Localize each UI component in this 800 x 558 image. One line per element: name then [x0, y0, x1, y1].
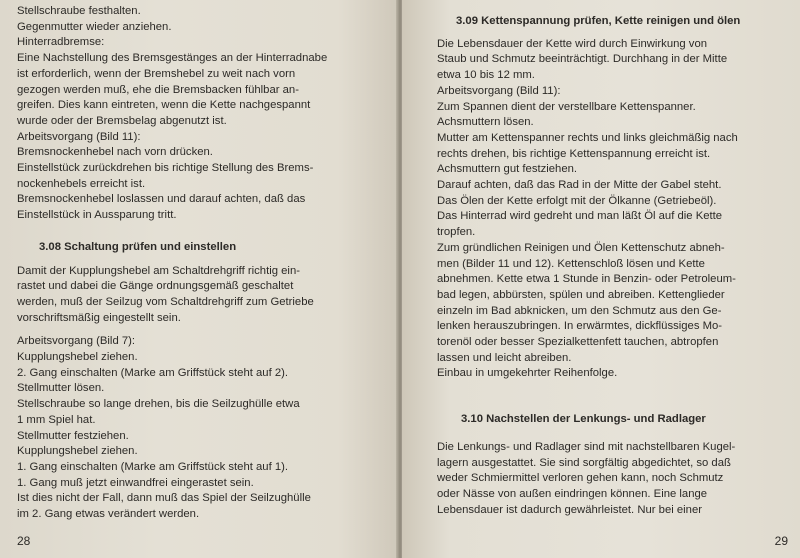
left-top-text: [17, 4, 380, 224]
text-line: nockenhebels erreicht ist.: [17, 177, 146, 190]
text-line: Zum gründlichen Reinigen und Ölen Kettenschutz abneh-: [437, 241, 725, 254]
text-line: Kupplungshebel ziehen.: [17, 351, 138, 364]
text-line: Darauf achten, daß das Rad in der Mitte der Gabel steht.: [437, 179, 722, 192]
text-line: Stellschraube festhalten.: [17, 5, 141, 17]
text-line: Arbeitsvorgang (Bild 7):: [17, 335, 136, 348]
text-line: im 2. Gang etwas verändert werden.: [17, 508, 200, 521]
text-line: 2. Gang einschalten (Marke am Griffstück steht auf 2).: [17, 366, 289, 379]
text-line: Das Hinterrad wird gedreht und man läßt Öl auf die Kette: [437, 210, 723, 223]
text-line: lenken herauszubringen. In erwärmtes, dickflüssiges Mo-: [437, 320, 723, 333]
text-line: 1 mm Spiel hat.: [17, 413, 96, 426]
text-line: vorschriftsmäßig eingestellt sein.: [17, 311, 181, 324]
text-line: Stellmutter festziehen.: [17, 429, 129, 442]
left-page: [0, 0, 398, 558]
text-line: tropfen.: [437, 226, 476, 239]
text-line: weder Schmiermittel verloren gehen kann, noch Schmutz: [437, 472, 724, 485]
section-3-09-text: [437, 37, 786, 382]
text-line: Arbeitsvorgang (Bild 11):: [437, 84, 561, 97]
section-heading-3-08: 3.08 Schaltung prüfen und einstellen: [39, 240, 237, 253]
section-heading-3-10: 3.10 Nachstellen der Lenkungs- und Radlager: [461, 413, 706, 426]
text-line: Einbau in umgekehrter Reihenfolge.: [437, 367, 618, 380]
text-line: Arbeitsvorgang (Bild 11):: [17, 130, 141, 143]
text-line: lassen und leicht abreiben.: [437, 351, 572, 364]
text-line: torenöl oder besser Spezialkettenfett tauchen, abtropfen: [437, 336, 719, 349]
text-line: Bremsnockenhebel loslassen und darauf achten, daß das: [17, 193, 306, 206]
text-line: Zum Spannen dient der verstellbare Kettenspanner.: [437, 100, 696, 113]
section-3-08-procedure: [17, 334, 380, 522]
section-3-08-intro: [17, 264, 380, 327]
text-line: Die Lebensdauer der Kette wird durch Einwirkung von: [437, 37, 708, 50]
right-page: [402, 0, 800, 558]
text-line: Hinterradbremse:: [17, 36, 105, 49]
page-number-right: 29: [774, 534, 788, 549]
text-line: Kupplungshebel ziehen.: [17, 445, 138, 458]
text-line: Ist dies nicht der Fall, dann muß das Spiel der Seilzughülle: [17, 492, 311, 505]
text-line: ist erforderlich, wenn der Bremshebel zu weit nach vorn: [17, 67, 296, 80]
text-line: 1. Gang muß jetzt einwandfrei eingerastet sein.: [17, 476, 254, 489]
section-3-10-text: [437, 440, 786, 519]
text-line: Stellschraube so lange drehen, bis die Seilzughülle etwa: [17, 398, 300, 411]
text-line: wurde oder der Bremsbelag abgenutzt ist.: [17, 114, 227, 127]
text-line: einzeln im Bad abknicken, um den Schmutz aus den Ge-: [437, 304, 722, 317]
text-line: lagern ausgestattet. Sie sind sorgfältig abgedichtet, so daß: [437, 456, 731, 469]
text-line: Einstellstück in Aussparung tritt.: [17, 209, 177, 222]
text-line: 1. Gang einschalten (Marke am Griffstück steht auf 1).: [17, 460, 289, 473]
text-line: rechts drehen, bis richtige Kettenspannung erreicht ist.: [437, 147, 711, 160]
text-line: Lebensdauer ist dadurch gewährleistet. Nur bei einer: [437, 503, 703, 516]
text-line: Achsmuttern lösen.: [437, 116, 534, 129]
text-line: greifen. Dies kann eintreten, wenn die Kette nachgespannt: [17, 99, 311, 112]
text-line: Mutter am Kettenspanner rechts und links gleichmäßig nach: [437, 131, 738, 144]
text-line: bad legen, abbürsten, spülen und abreiben. Kettenglieder: [437, 288, 725, 301]
text-line: abnehmen. Kette etwa 1 Stunde in Benzin- oder Petroleum-: [437, 273, 736, 286]
page-number-left: 28: [17, 534, 31, 549]
text-line: Einstellstück zurückdrehen bis richtige Stellung des Brems-: [17, 162, 314, 175]
text-line: oder Nässe von außen eindringen können. Eine lange: [437, 487, 708, 500]
text-line: Die Lenkungs- und Radlager sind mit nachstellbaren Kugel-: [437, 440, 736, 453]
section-heading-3-09: 3.09 Kettenspannung prüfen, Kette reinigen und ölen: [456, 15, 741, 27]
text-line: Achsmuttern gut festziehen.: [437, 163, 578, 176]
text-line: werden, muß der Seilzug vom Schaltdrehgriff zum Getriebe: [17, 295, 314, 308]
text-line: Stellmutter lösen.: [17, 382, 105, 395]
text-line: etwa 10 bis 12 mm.: [437, 69, 535, 82]
text-line: gezogen werden muß, ehe die Bremsbacken fühlbar an-: [17, 83, 299, 96]
text-line: Eine Nachstellung des Bremsgestänges an der Hinterradnabe: [17, 52, 328, 65]
text-line: men (Bilder 11 und 12). Kettenschloß lösen und Kette: [437, 257, 705, 270]
text-line: Staub und Schmutz beeinträchtigt. Durchhang in der Mitte: [437, 53, 728, 66]
text-line: rastet und dabei die Gänge ordnungsgemäß geschaltet: [17, 280, 294, 293]
text-line: Gegenmutter wieder anziehen.: [17, 20, 172, 33]
text-line: Bremsnockenhebel nach vorn drücken.: [17, 146, 213, 159]
text-line: Das Ölen der Kette erfolgt mit der Ölkanne (Getriebeöl).: [437, 194, 717, 207]
text-line: Damit der Kupplungshebel am Schaltdrehgriff richtig ein-: [17, 264, 300, 277]
